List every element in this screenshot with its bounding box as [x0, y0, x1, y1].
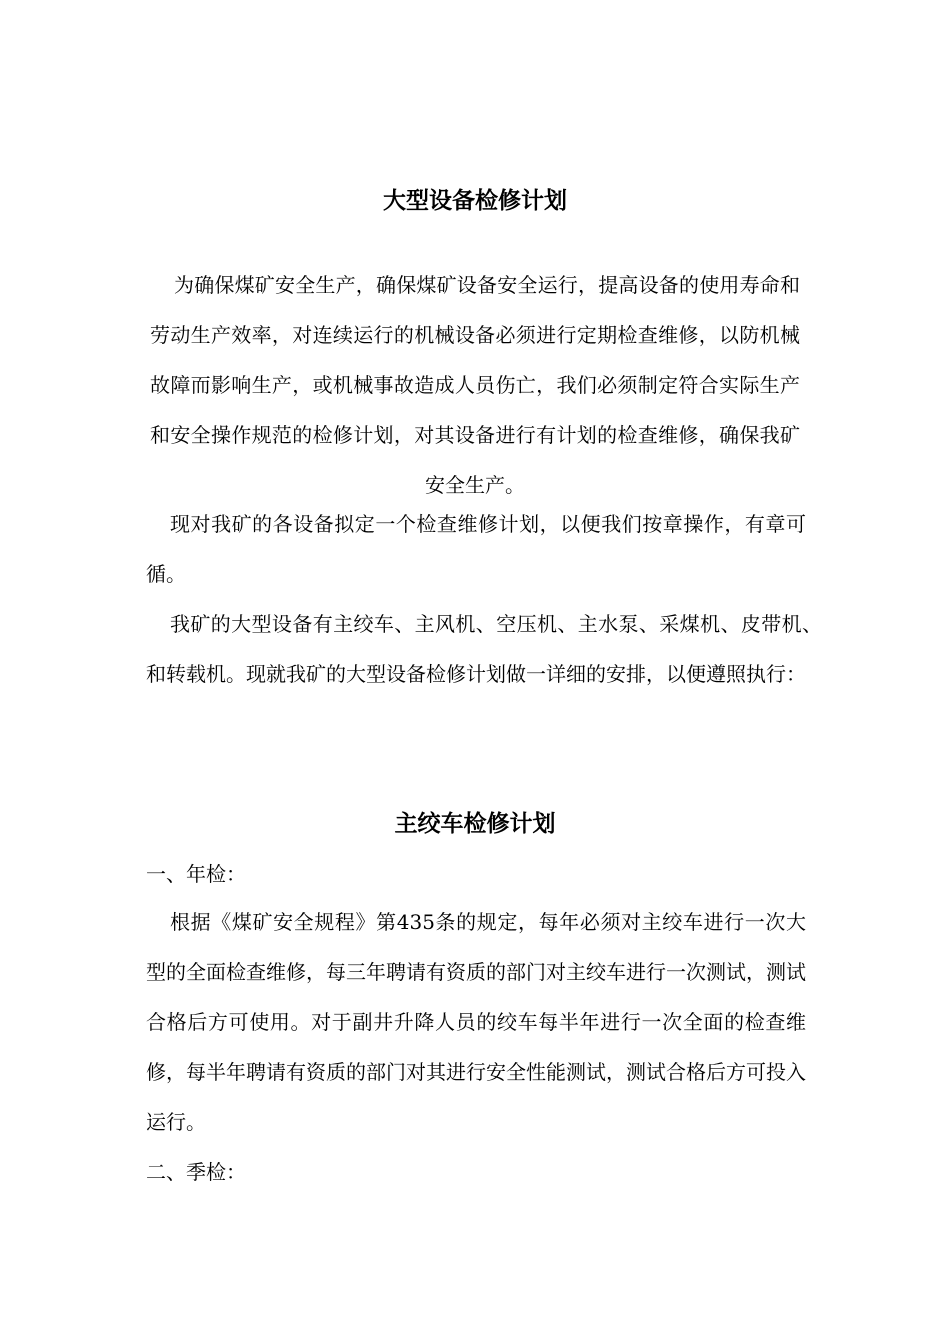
annual-heading: 一、年检： — [146, 862, 246, 886]
intro-paragraph: 为确保煤矿安全生产，确保煤矿设备安全运行，提高设备的使用寿命和劳动生产效率，对连续运行的机械设备必须进行定期检查维修，以防机械故障而影响生产，或机械事故造成人员伤亡，我们必须制定符合实际生产和安全操作规范的检修计划，对其设备进行有计划的检查维修，确保我矿安全生产。 — [150, 273, 800, 497]
equipment-paragraph: 我矿的大型设备有主绞车、主风机、空压机、主水泵、采煤机、皮带机、和转载机。现就我矿的大型设备检修计划做一详细的安排，以便遵照执行： — [146, 612, 822, 686]
plan-paragraph: 现对我矿的各设备拟定一个检查维修计划，以便我们按章操作，有章可循。 — [146, 512, 806, 586]
quarterly-heading: 二、季检： — [146, 1160, 246, 1184]
section-title: 主绞车检修计划 — [394, 811, 556, 837]
document-title: 大型设备检修计划 — [383, 188, 567, 214]
annual-body: 根据《煤矿安全规程》第435条的规定，每年必须对主绞车进行一次大型的全面检查维修，每三年聘请有资质的部门对主绞车进行一次测试，测试合格后方可使用。对于副井升降人员的绞车每半年进行一次全面的检查维修，每半年聘请有资质的部门对其进行安全性能测试，测试合格后方可投入运行。 — [146, 910, 806, 1134]
